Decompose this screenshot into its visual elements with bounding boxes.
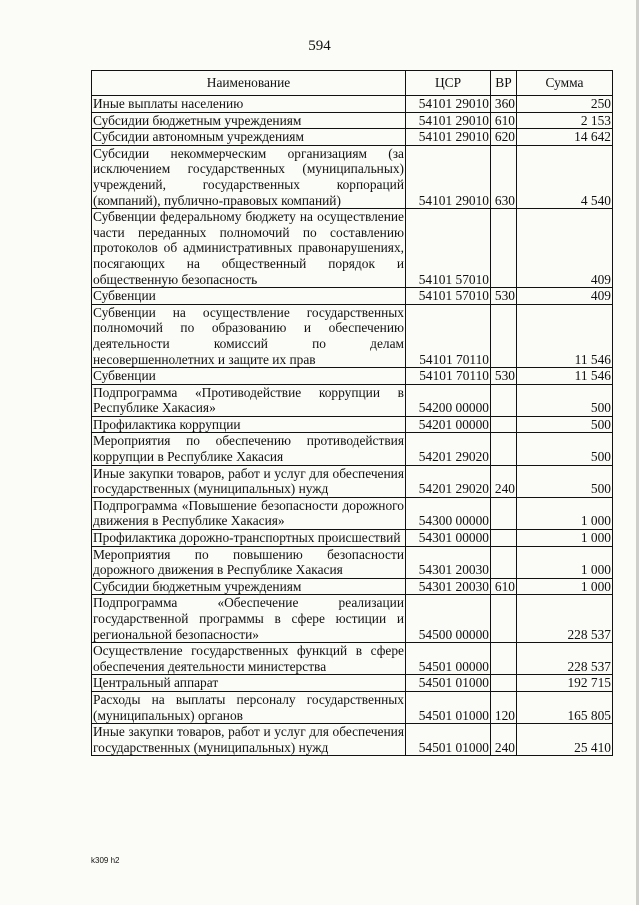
cell-sum: 11 546: [517, 368, 613, 385]
cell-csr: 54501 00000: [406, 643, 491, 675]
table-header-row: [92, 71, 613, 96]
cell-csr: 54201 29020: [406, 465, 491, 497]
cell-csr: 54301 20030: [406, 546, 491, 578]
cell-vr: [491, 304, 517, 367]
cell-sum: 500: [517, 416, 613, 433]
cell-sum: 228 537: [517, 595, 613, 643]
cell-vr: [491, 384, 517, 416]
table-row: [92, 145, 613, 208]
cell-csr: 54101 29010: [406, 129, 491, 146]
cell-vr: 610: [491, 112, 517, 129]
cell-name: Субсидии автономным учреждениям: [92, 129, 406, 146]
table-row: [92, 595, 613, 643]
cell-name: Профилактика дорожно-транспортных происшествий: [92, 530, 406, 547]
cell-name: Подпрограмма «Противодействие коррупции в Республике Хакасия»: [93, 384, 404, 416]
cell-sum: 1 000: [517, 578, 613, 595]
table-row: [92, 384, 613, 416]
cell-vr: 530: [491, 288, 517, 305]
cell-name: Субвенции федеральному бюджету на осуществление части переданных полномочий по составлению протоколов об административных правонарушениях, посягающих на общественный порядок и общественную безопасность: [93, 209, 404, 287]
cell-vr: 240: [491, 465, 517, 497]
table-row: [92, 546, 613, 578]
cell-csr: 54101 70110: [406, 304, 491, 367]
cell-name: Субсидии некоммерческим организациям (за исключением государственных (муниципальных) учреждений, государственных корпораций (компаний), публично-правовых компаний): [93, 145, 404, 208]
cell-csr: 54201 29020: [406, 433, 491, 465]
cell-csr: 54201 00000: [406, 416, 491, 433]
cell-csr: 54101 29010: [406, 145, 491, 208]
cell-sum: 11 546: [517, 304, 613, 367]
cell-sum: 409: [517, 288, 613, 305]
table-row: [92, 416, 613, 433]
table-row: [92, 465, 613, 497]
cell-sum: 4 540: [517, 145, 613, 208]
footer-code: k309 h2: [91, 856, 120, 865]
page-number: 594: [308, 38, 331, 54]
cell-sum: 2 153: [517, 112, 613, 129]
cell-csr: 54301 00000: [406, 530, 491, 547]
table-row: [92, 112, 613, 129]
cell-vr: 620: [491, 129, 517, 146]
cell-csr: 54101 57010: [406, 209, 491, 288]
cell-vr: [491, 530, 517, 547]
cell-vr: 530: [491, 368, 517, 385]
cell-name: Иные закупки товаров, работ и услуг для обеспечения государственных (муниципальных) нужд: [93, 724, 404, 755]
cell-name: Мероприятия по обеспечению противодействия коррупции в Республике Хакасия: [93, 433, 404, 465]
header-vr: ВР: [491, 71, 517, 96]
cell-csr: 54301 20030: [406, 578, 491, 595]
cell-sum: 1 000: [517, 497, 613, 529]
cell-vr: [491, 643, 517, 675]
cell-sum: 409: [517, 209, 613, 288]
cell-name: Расходы на выплаты персоналу государственных (муниципальных) органов: [93, 691, 404, 723]
cell-vr: 610: [491, 578, 517, 595]
cell-vr: [491, 675, 517, 692]
cell-csr: 54501 01000: [406, 724, 491, 756]
cell-name: Осуществление государственных функций в сфере обеспечения деятельности министерства: [93, 643, 404, 674]
budget-table-body: [92, 96, 613, 756]
cell-name: Подпрограмма «Повышение безопасности дорожного движения в Республике Хакасия»: [93, 497, 404, 529]
cell-sum: 192 715: [517, 675, 613, 692]
cell-vr: [491, 497, 517, 529]
cell-sum: 165 805: [517, 691, 613, 723]
cell-csr: 54101 70110: [406, 368, 491, 385]
cell-name: Подпрограмма «Обеспечение реализации государственной программы в сфере юстиции и региональной безопасности»: [93, 595, 404, 642]
cell-sum: 500: [517, 433, 613, 465]
cell-name: Иные закупки товаров, работ и услуг для обеспечения государственных (муниципальных) нужд: [93, 465, 404, 497]
cell-vr: [491, 433, 517, 465]
cell-csr: 54101 29010: [406, 96, 491, 113]
cell-sum: 228 537: [517, 643, 613, 675]
table-row: [92, 675, 613, 692]
cell-vr: [491, 416, 517, 433]
cell-csr: 54300 00000: [406, 497, 491, 529]
cell-csr: 54501 01000: [406, 675, 491, 692]
cell-csr: 54101 57010: [406, 288, 491, 305]
table-row: [92, 643, 613, 675]
table-row: [92, 304, 613, 367]
table-row: [92, 530, 613, 547]
cell-sum: 25 410: [517, 724, 613, 756]
cell-name: Субвенции: [92, 288, 406, 305]
cell-name: Субвенции: [92, 368, 406, 385]
cell-sum: 14 642: [517, 129, 613, 146]
budget-table: [91, 70, 613, 756]
cell-vr: 360: [491, 96, 517, 113]
cell-csr: 54501 01000: [406, 691, 491, 723]
cell-vr: [491, 546, 517, 578]
cell-sum: 1 000: [517, 530, 613, 547]
cell-csr: 54500 00000: [406, 595, 491, 643]
table-row: [92, 96, 613, 113]
cell-csr: 54101 29010: [406, 112, 491, 129]
cell-vr: 120: [491, 691, 517, 723]
cell-sum: 500: [517, 384, 613, 416]
table-row: [92, 497, 613, 529]
cell-name: Субсидии бюджетным учреждениям: [92, 112, 406, 129]
table-row: [92, 288, 613, 305]
cell-csr: 54200 00000: [406, 384, 491, 416]
table-row: [92, 209, 613, 288]
table-row: [92, 724, 613, 756]
table-row: [92, 691, 613, 723]
table-row: [92, 368, 613, 385]
cell-name: Профилактика коррупции: [92, 416, 406, 433]
cell-vr: 630: [491, 145, 517, 208]
cell-sum: 1 000: [517, 546, 613, 578]
table-row: [92, 578, 613, 595]
header-csr: ЦСР: [406, 71, 491, 96]
header-name: Наименование: [92, 71, 406, 96]
cell-name: Мероприятия по повышению безопасности дорожного движения в Республике Хакасия: [93, 546, 404, 578]
cell-name: Иные выплаты населению: [92, 96, 406, 113]
cell-sum: 500: [517, 465, 613, 497]
cell-name: Субвенции на осуществление государственных полномочий по образованию и обеспечению деятельности комиссий по делам несовершеннолетних и защите их прав: [93, 304, 404, 367]
table-row: [92, 433, 613, 465]
cell-vr: [491, 209, 517, 288]
cell-name: Субсидии бюджетным учреждениям: [92, 578, 406, 595]
cell-sum: 250: [517, 96, 613, 113]
cell-vr: [491, 595, 517, 643]
cell-vr: 240: [491, 724, 517, 756]
header-sum: Сумма: [517, 71, 613, 96]
table-row: [92, 129, 613, 146]
cell-name: Центральный аппарат: [92, 675, 406, 692]
